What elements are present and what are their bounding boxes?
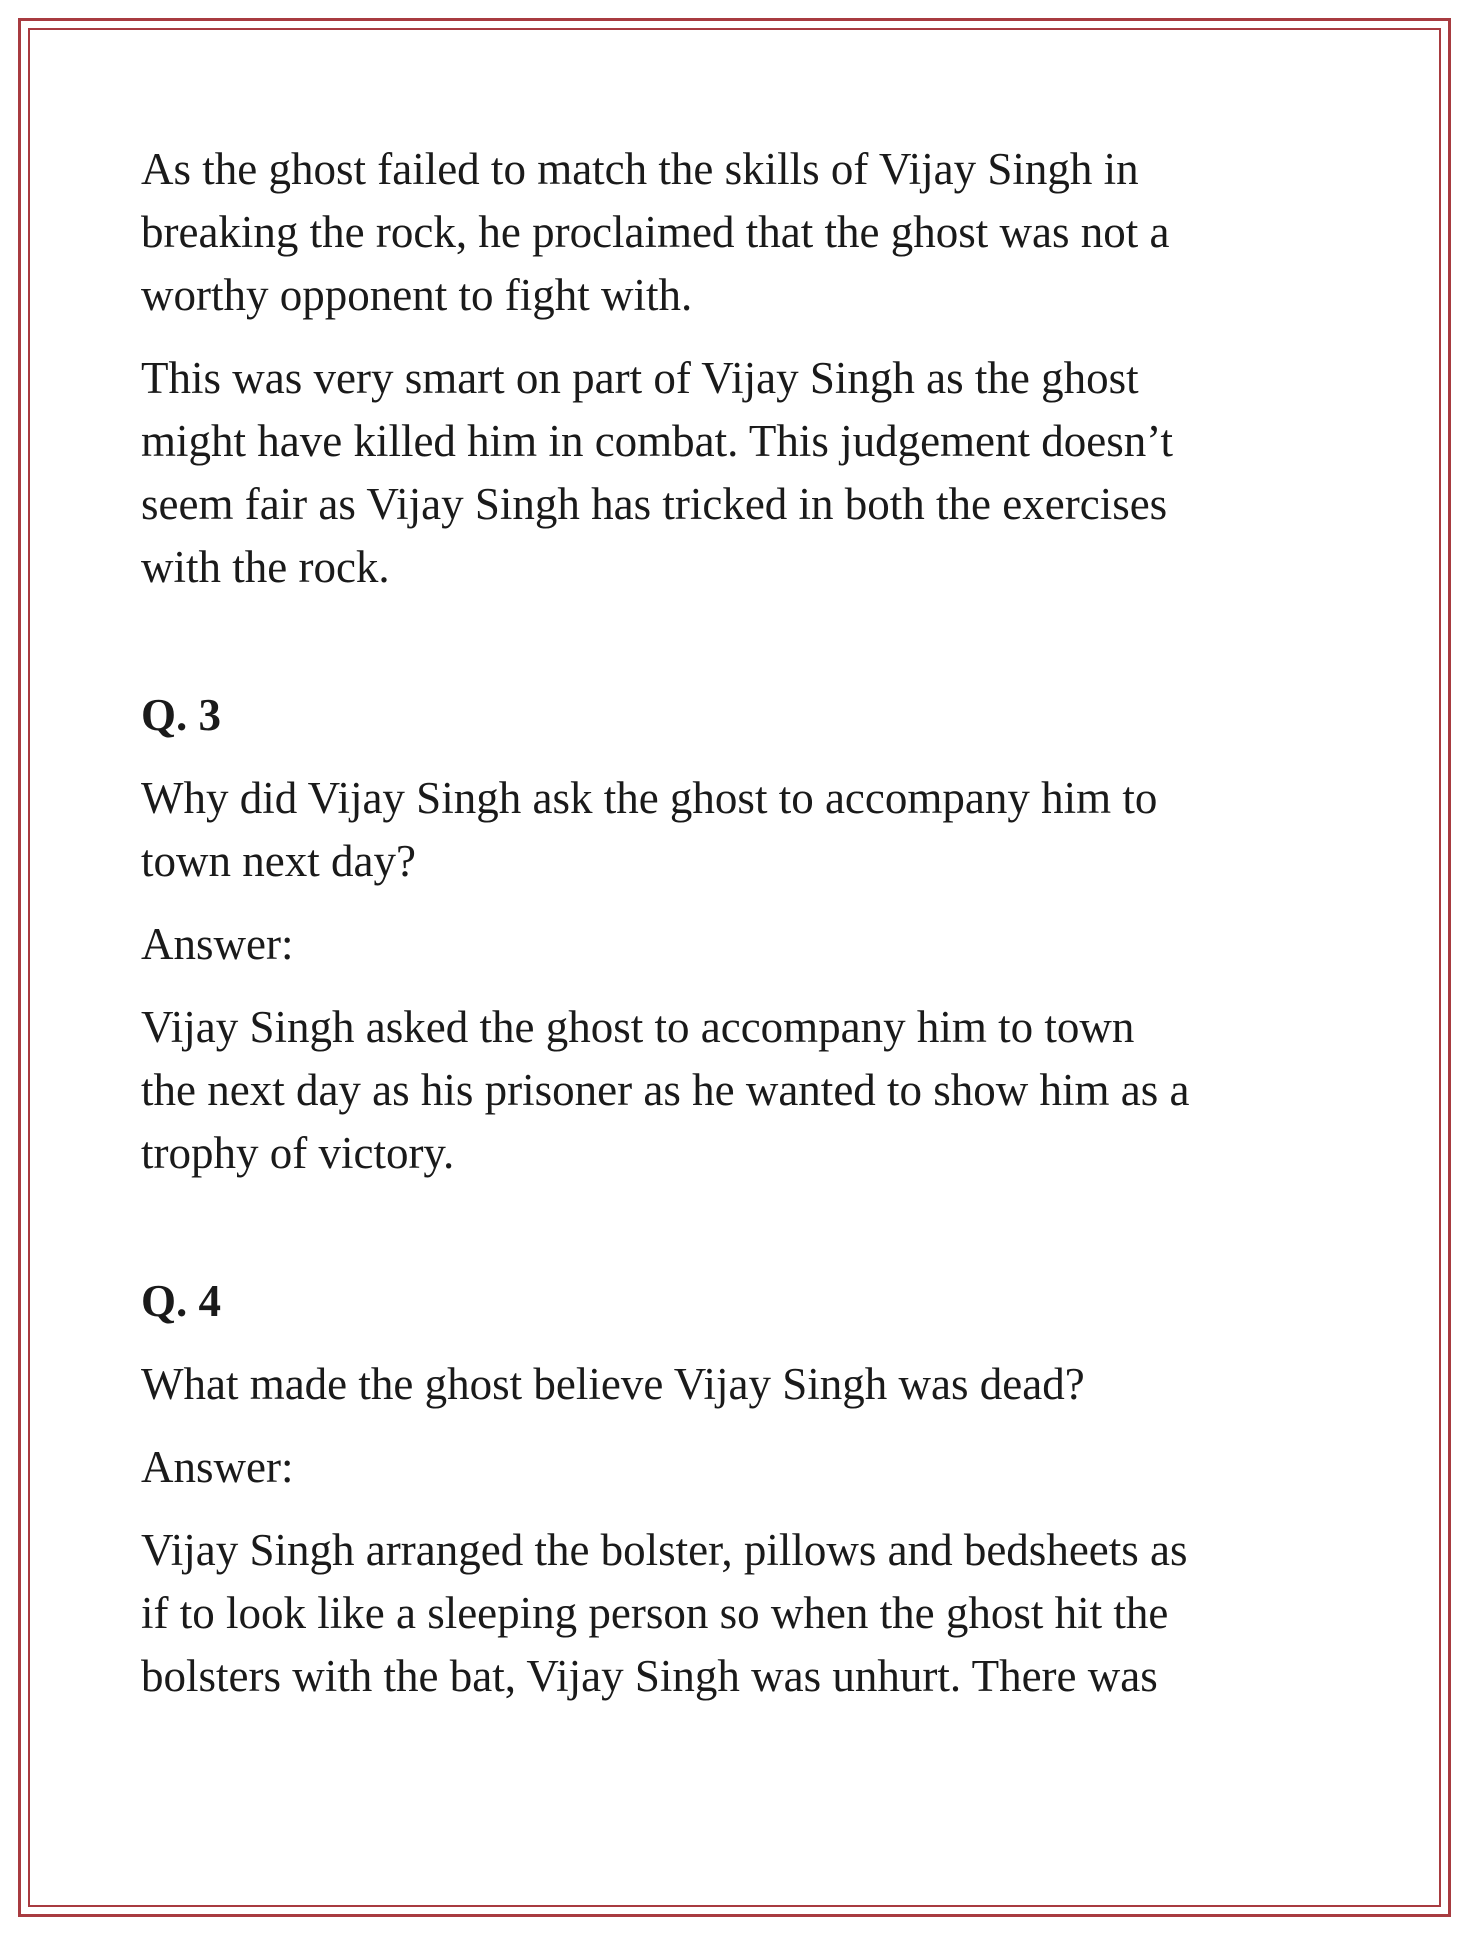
- paragraph-smart-judgement: This was very smart on part of Vijay Singh as the ghost might have killed him in combat. This judgement doesn’t seem fair as Vijay Singh has tricked in both the exercises with the rock.: [141, 353, 1173, 592]
- question-4-text: What made the ghost believe Vijay Singh was dead?: [141, 1359, 1085, 1409]
- question-4-heading: Q. 4: [141, 1276, 222, 1326]
- question-4-answer-label: Answer:: [141, 1442, 294, 1492]
- question-3-answer-label: Answer:: [141, 919, 294, 969]
- question-3-heading: Q. 3: [141, 690, 222, 740]
- paragraph-ghost-failed: As the ghost failed to match the skills of Vijay Singh in breaking the rock, he proclaimed that the ghost was not a worthy opponent to fight with.: [141, 144, 1170, 320]
- document-body: [141, 138, 1341, 1708]
- question-4-answer: Vijay Singh arranged the bolster, pillows and bedsheets as if to look like a sleeping person so when the ghost hit the bolsters with the bat, Vijay Singh was unhurt. There was: [141, 1525, 1188, 1701]
- question-3-answer: Vijay Singh asked the ghost to accompany him to town the next day as his prisoner as he wanted to show him as a trophy of victory.: [141, 1002, 1190, 1178]
- question-3-text: Why did Vijay Singh ask the ghost to accompany him to town next day?: [141, 773, 1158, 886]
